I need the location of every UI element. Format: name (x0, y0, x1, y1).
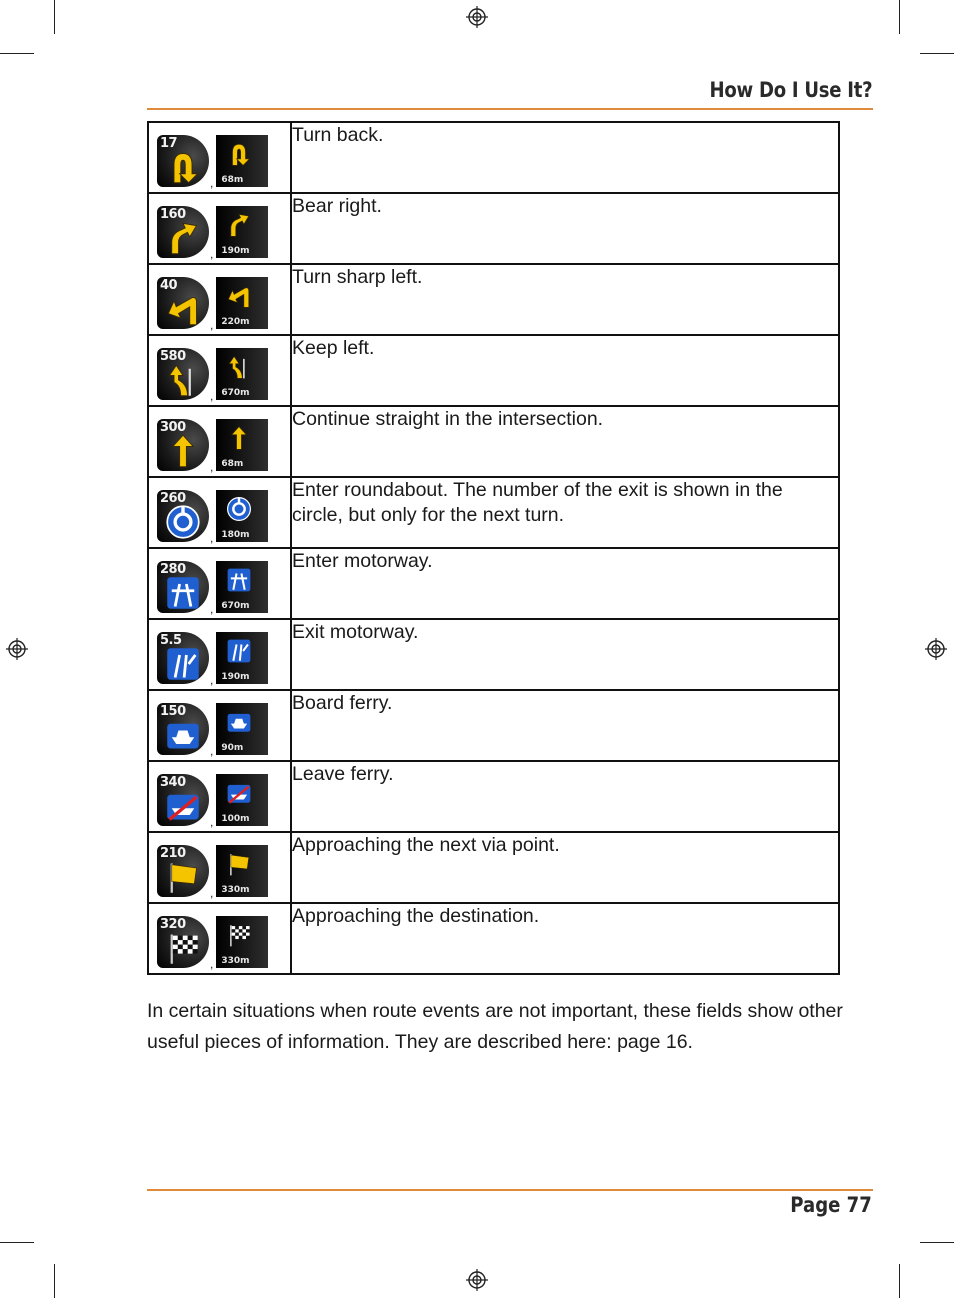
turn-distance-number: 340 (160, 775, 186, 790)
body-paragraph: In certain situations when route events are not important, these fields show other useful pieces of information. They are described here: page 16. (147, 1000, 843, 1053)
leave-ferry-icon (216, 774, 268, 826)
distance-label: 330m (221, 956, 250, 966)
event-description: Approaching the next via point. (291, 832, 839, 903)
distance-label: 670m (221, 388, 250, 398)
crop-mark (0, 53, 34, 54)
registration-mark-icon (925, 638, 947, 660)
turn-distance-number: 300 (160, 420, 186, 435)
distance-label: 670m (221, 601, 250, 611)
icon-cell (148, 193, 291, 264)
turn-distance-number: 40 (160, 278, 178, 293)
motorway-exit-icon (216, 632, 268, 684)
crop-mark (899, 1264, 900, 1298)
event-description: Turn back. (291, 122, 839, 193)
icon-cell (148, 335, 291, 406)
icon-cell (148, 406, 291, 477)
event-description: Keep left. (291, 335, 839, 406)
table-row (148, 122, 839, 193)
u-turn-arrow-icon (216, 135, 268, 187)
distance-label: 68m (221, 175, 244, 185)
separator-comma: , (210, 247, 214, 261)
table-row (148, 193, 839, 264)
sharp-left-arrow-icon (216, 277, 268, 329)
turn-distance-number: 580 (160, 349, 186, 364)
distance-label: 190m (221, 246, 250, 256)
separator-comma: , (210, 460, 214, 474)
icon-cell (148, 264, 291, 335)
table-row (148, 264, 839, 335)
table-row (148, 335, 839, 406)
registration-mark-icon (466, 1269, 488, 1291)
via-point-flag-icon (216, 845, 268, 897)
keep-left-arrow-icon (216, 348, 268, 400)
straight-arrow-icon (157, 419, 209, 471)
roundabout-icon (157, 490, 209, 542)
icon-cell (148, 477, 291, 548)
turn-distance-number: 260 (160, 491, 186, 506)
event-description: Continue straight in the intersection. (291, 406, 839, 477)
turn-distance-number: 210 (160, 846, 186, 861)
separator-comma: , (210, 176, 214, 190)
table-row (148, 690, 839, 761)
u-turn-arrow-icon (157, 135, 209, 187)
roundabout-icon (216, 490, 268, 542)
footer-rule (147, 1189, 873, 1191)
leave-ferry-icon (157, 774, 209, 826)
straight-arrow-icon (216, 419, 268, 471)
checkered-flag-icon (216, 916, 268, 968)
table-row (148, 548, 839, 619)
icon-cell (148, 619, 291, 690)
event-description: Exit motorway. (291, 619, 839, 690)
crop-mark (899, 0, 900, 34)
crop-mark (920, 1242, 954, 1243)
table-row (148, 903, 839, 974)
separator-comma: , (210, 886, 214, 900)
bear-right-arrow-icon (157, 206, 209, 258)
distance-label: 100m (221, 814, 250, 824)
turn-distance-number: 280 (160, 562, 186, 577)
event-description: Enter motorway. (291, 548, 839, 619)
table-row (148, 761, 839, 832)
distance-label: 68m (221, 459, 244, 469)
table-row (148, 477, 839, 548)
keep-left-arrow-icon (157, 348, 209, 400)
ferry-icon (216, 703, 268, 755)
event-description: Approaching the destination. (291, 903, 839, 974)
crop-mark (54, 0, 55, 34)
registration-mark-icon (6, 638, 28, 660)
event-description: Board ferry. (291, 690, 839, 761)
crop-mark (0, 1242, 34, 1243)
distance-label: 180m (221, 530, 250, 540)
separator-comma: , (210, 815, 214, 829)
distance-label: 330m (221, 885, 250, 895)
separator-comma: , (210, 318, 214, 332)
ferry-icon (157, 703, 209, 755)
icon-cell (148, 548, 291, 619)
via-point-flag-icon (157, 845, 209, 897)
turn-distance-number: 320 (160, 917, 186, 932)
distance-label: 90m (221, 743, 244, 753)
header-rule (147, 108, 873, 110)
table-row (148, 832, 839, 903)
separator-comma: , (210, 602, 214, 616)
bear-right-arrow-icon (216, 206, 268, 258)
table-row (148, 406, 839, 477)
distance-label: 220m (221, 317, 250, 327)
event-description: Turn sharp left. (291, 264, 839, 335)
page-header-title: How Do I Use It? (709, 78, 872, 102)
event-description: Leave ferry. (291, 761, 839, 832)
separator-comma: , (210, 957, 214, 971)
separator-comma: , (210, 673, 214, 687)
crop-mark (54, 1264, 55, 1298)
crop-mark (920, 53, 954, 54)
event-description: Enter roundabout. The number of the exit is shown in the circle, but only for the next turn. (291, 477, 839, 548)
separator-comma: , (210, 744, 214, 758)
turn-distance-number: 5.5 (160, 633, 182, 648)
table-row (148, 619, 839, 690)
separator-comma: , (210, 389, 214, 403)
turn-distance-number: 160 (160, 207, 186, 222)
icon-cell (148, 122, 291, 193)
checkered-flag-icon (157, 916, 209, 968)
event-description: Bear right. (291, 193, 839, 264)
motorway-exit-icon (157, 632, 209, 684)
icon-cell (148, 903, 291, 974)
icon-cell (148, 690, 291, 761)
separator-comma: , (210, 531, 214, 545)
motorway-icon (216, 561, 268, 613)
turn-distance-number: 150 (160, 704, 186, 719)
sharp-left-arrow-icon (157, 277, 209, 329)
distance-label: 190m (221, 672, 250, 682)
page-number: Page 77 (790, 1193, 872, 1217)
registration-mark-icon (466, 6, 488, 28)
turn-distance-number: 17 (160, 136, 178, 151)
route-events-table (147, 121, 840, 975)
icon-cell (148, 761, 291, 832)
icon-cell (148, 832, 291, 903)
motorway-icon (157, 561, 209, 613)
